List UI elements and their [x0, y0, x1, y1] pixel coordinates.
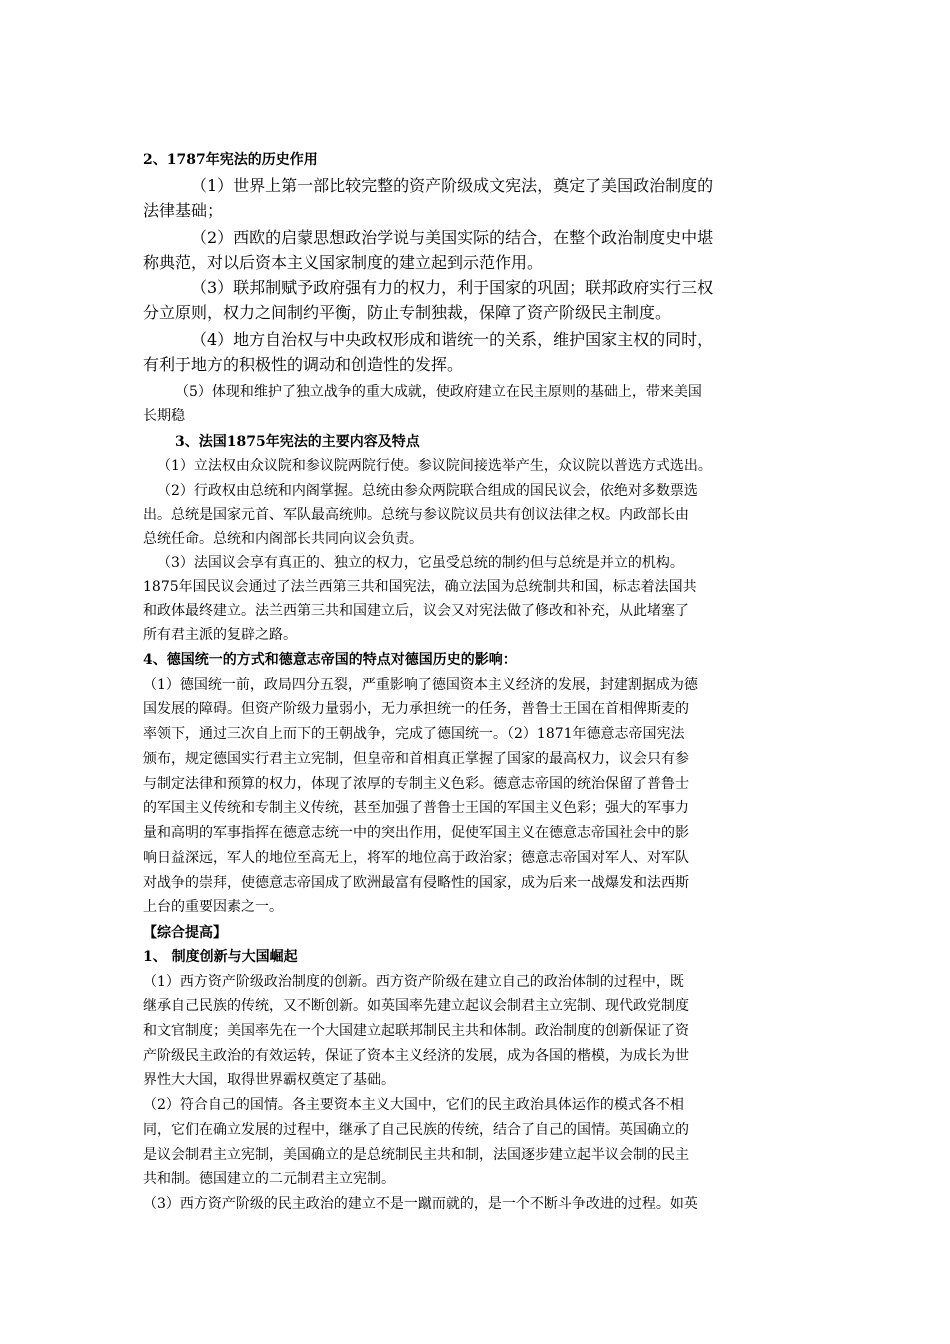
paragraph-line: （4）地方自治权与中央政权形成和谐统一的关系，维护国家主权的同时，	[191, 330, 714, 349]
section-heading-1787-constitution: 2、1787年宪法的历史作用	[143, 152, 318, 168]
paragraph-line: 是议会制君主立宪制，美国确立的是总统制民主共和制，法国逐步建立起半议会制的民主	[143, 1147, 689, 1163]
paragraph-line: （2）西欧的启蒙思想政治学说与美国实际的结合，在整个政治制度史中堪	[191, 228, 714, 247]
paragraph-line: （1）德国统一前，政局四分五裂，严重影响了德国资本主义经济的发展，封建割据成为德	[143, 677, 698, 693]
paragraph-line: 的军国主义传统和专制主义传统，甚至加强了普鲁士王国的军国主义色彩；强大的军事力	[143, 800, 689, 816]
paragraph-line: （3）联邦制赋予政府强有力的权力，利于国家的巩固；联邦政府实行三权	[191, 278, 714, 297]
paragraph-line: （1）西方资产阶级政治制度的创新。西方资产阶级在建立自己的政治体制的过程中，既	[143, 974, 684, 990]
paragraph-line: 1875年国民议会通过了法兰西第三共和国宪法，确立法国为总统制共和国，标志着法国共	[143, 579, 697, 595]
paragraph-line: 和文官制度；美国率先在一个大国建立起联邦制民主共和体制。政治制度的创新保证了资	[143, 1023, 689, 1039]
paragraph-line: 同，它们在确立发展的过程中，继承了自己民族的传统，结合了自己的国情。英国确立的	[143, 1122, 689, 1138]
paragraph-line: （2）行政权由总统和内阁掌握。总统由参众两院联合组成的国民议会，依绝对多数票选	[157, 483, 698, 499]
paragraph-line: 颁布，规定德国实行君主立宪制，但皇帝和首相真正掌握了国家的最高权力，议会只有参	[143, 751, 689, 767]
paragraph-line: 分立原则，权力之间制约平衡，防止专制独裁，保障了资产阶级民主制度。	[143, 303, 672, 322]
paragraph-line: 响日益深远，军人的地位至高无上，将军的地位高于政治家；德意志帝国对军人、对军队	[143, 850, 689, 866]
paragraph-line: 称典范，对以后资本主义国家制度的建立起到示范作用。	[143, 253, 544, 272]
paragraph-line: 界性大大国，取得世界霸权奠定了基础。	[143, 1072, 395, 1088]
paragraph-line: 和政体最终建立。法兰西第三共和国建立后，议会又对宪法做了修改和补充，从此堵塞了	[143, 603, 689, 619]
paragraph-line: 与制定法律和预算的权力，体现了浓厚的专制主义色彩。德意志帝国的统治保留了普鲁士	[143, 776, 689, 792]
paragraph-line: （5）体现和维护了独立战争的重大成就，使政府建立在民主原则的基础上，带来美国	[175, 384, 702, 400]
paragraph-line: （2）符合自己的国情。各主要资本主义大国中，它们的民主政治具体运作的模式各不相	[143, 1097, 684, 1113]
paragraph-line: （3）西方资产阶级的民主政治的建立不是一蹴而就的，是一个不断斗争改进的过程。如英	[143, 1196, 698, 1212]
paragraph-line: （1）立法权由众议院和参议院两院行使。参议院间接选举产生，众议院以普选方式选出。	[157, 458, 712, 474]
paragraph-line: 量和高明的军事指挥在德意志统一中的突出作用，促使军国主义在德意志帝国社会中的影	[143, 825, 689, 841]
paragraph-line: 对战争的崇拜，使德意志帝国成了欧洲最富有侵略性的国家，成为后来一战爆发和法西斯	[143, 875, 689, 891]
paragraph-line: 产阶级民主政治的有效运转，保证了资本主义经济的发展，成为各国的楷模，为成长为世	[143, 1048, 689, 1064]
section-heading-comprehensive: 【综合提高】	[143, 925, 227, 941]
paragraph-line: 继承自己民族的传统，又不断创新。如英国率先建立起议会制君主立宪制、现代政党制度	[143, 998, 689, 1014]
paragraph-line: 有利于地方的积极性的调动和创造性的发挥。	[143, 355, 464, 374]
paragraph-line: （1）世界上第一部比较完整的资产阶级成文宪法，奠定了美国政治制度的	[191, 176, 714, 195]
section-heading-french-constitution: 3、法国1875年宪法的主要内容及特点	[175, 434, 420, 450]
paragraph-line: 法律基础；	[143, 201, 224, 220]
paragraph-line: 国发展的障碍。但资产阶级力量弱小，无力承担统一的任务，普鲁士王国在首相俾斯麦的	[143, 701, 689, 717]
paragraph-line: 总统任命。总统和内阁部长共同向议会负责。	[143, 531, 423, 547]
paragraph-line: 所有君主派的复辟之路。	[143, 627, 297, 643]
section-heading-institutional-innovation: 1、 制度创新与大国崛起	[143, 949, 298, 965]
paragraph-line: 出。总统是国家元首、军队最高统帅。总统与参议院议员共有创议法律之权。内政部长由	[143, 507, 689, 523]
paragraph-line: 率领下，通过三次自上而下的王朝战争，完成了德国统一。（2）1871年德意志帝国宪法	[143, 726, 685, 742]
paragraph-line: 共和制。德国建立的二元制君主立宪制。	[143, 1171, 395, 1187]
paragraph-line: （3）法国议会享有真正的、独立的权力，它虽受总统的制约但与总统是并立的机构。	[157, 555, 684, 571]
paragraph-line: 上台的重要因素之一。	[143, 899, 283, 915]
paragraph-line: 长期稳	[143, 408, 185, 424]
section-heading-german-unification: 4、德国统一的方式和德意志帝国的特点对德国历史的影响：	[143, 652, 517, 668]
